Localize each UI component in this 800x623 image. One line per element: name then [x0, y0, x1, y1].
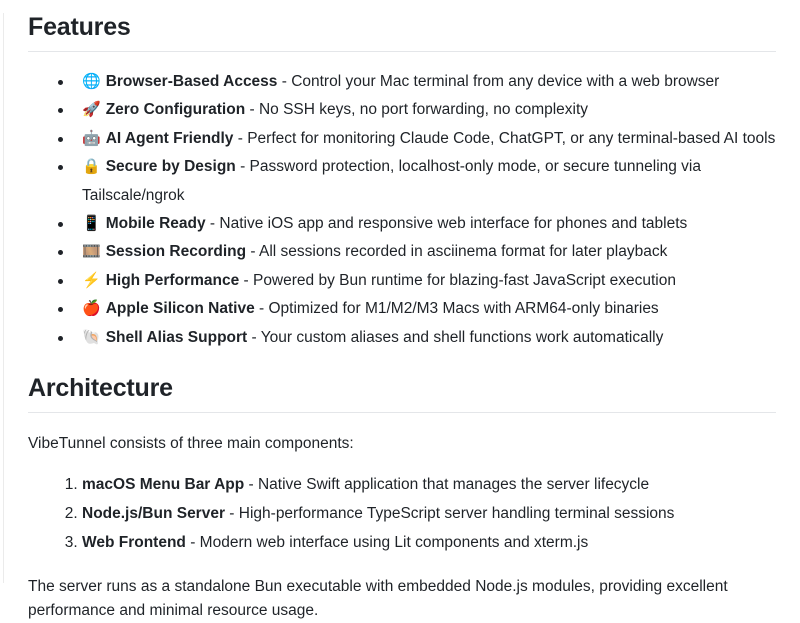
features-list — [28, 68, 776, 352]
component-name: Node.js/Bun Server — [82, 505, 225, 523]
component-description: - Modern web interface using Lit components and xterm.js — [185, 534, 589, 552]
architecture-components-list — [28, 470, 776, 557]
feature-description: - Password protection, localhost-only mode, or secure tunneling via Tailscale/ngrok — [82, 158, 702, 204]
document-page — [0, 13, 800, 620]
feature-description: - Perfect for monitoring Claude Code, ChatGPT, or any terminal-based AI tools — [233, 129, 776, 147]
list-item — [82, 499, 776, 528]
feature-description: - Optimized for M1/M2/M3 Macs with ARM64-only binaries — [254, 300, 659, 318]
film-frames-icon: 🎞️ — [82, 243, 101, 261]
feature-title: Browser-Based Access — [105, 73, 278, 90]
architecture-intro-text: VibeTunnel consists of three main components: — [28, 435, 354, 453]
feature-description: - Native iOS app and responsive web interface for phones and tablets — [205, 215, 688, 233]
feature-title: Session Recording — [105, 243, 247, 261]
list-item — [58, 153, 776, 210]
component-name: macOS Menu Bar App — [82, 476, 245, 494]
component-description: - High-performance TypeScript server handling terminal sessions — [225, 505, 675, 523]
feature-description: - Powered by Bun runtime for blazing-fast JavaScript execution — [239, 271, 676, 289]
page-title-architecture: Architecture — [28, 374, 776, 413]
list-item — [58, 96, 776, 124]
list-item — [82, 528, 776, 557]
list-item — [58, 267, 776, 295]
feature-description: - All sessions recorded in asciinema format for later playback — [246, 243, 668, 261]
apple-icon: 🍎 — [82, 300, 101, 318]
lightning-bolt-icon: ⚡ — [82, 271, 101, 289]
feature-title: Zero Configuration — [105, 101, 246, 119]
mobile-phone-icon: 📱 — [82, 215, 101, 233]
feature-title: AI Agent Friendly — [105, 129, 234, 147]
list-item — [58, 125, 776, 153]
lock-icon: 🔒 — [82, 158, 101, 176]
component-description: - Native Swift application that manages the server lifecycle — [244, 476, 650, 494]
list-item — [58, 238, 776, 266]
shell-icon: 🐚 — [82, 328, 101, 346]
list-item — [58, 68, 776, 96]
list-item — [58, 324, 776, 352]
rocket-icon: 🚀 — [82, 101, 101, 119]
page-left-edge — [0, 13, 4, 583]
feature-title: Mobile Ready — [105, 215, 206, 233]
list-item — [58, 210, 776, 238]
feature-title: High Performance — [105, 271, 240, 289]
globe-icon: 🌐 — [82, 73, 101, 90]
feature-description: - Control your Mac terminal from any device with a web browser — [277, 73, 720, 90]
component-name: Web Frontend — [82, 534, 186, 552]
feature-description: - No SSH keys, no port forwarding, no complexity — [245, 101, 589, 119]
architecture-outro-text: The server runs as a standalone Bun executable with embedded Node.js modules, providing excellent performance and minimal resource usage. — [28, 578, 728, 620]
feature-description: - Your custom aliases and shell functions work automatically — [247, 328, 664, 346]
feature-title: Apple Silicon Native — [105, 300, 255, 318]
page-title-features: Features — [28, 13, 776, 52]
robot-icon: 🤖 — [82, 129, 101, 147]
feature-title: Shell Alias Support — [105, 328, 248, 346]
list-item — [82, 470, 776, 499]
feature-title: Secure by Design — [105, 158, 236, 176]
list-item — [58, 295, 776, 323]
